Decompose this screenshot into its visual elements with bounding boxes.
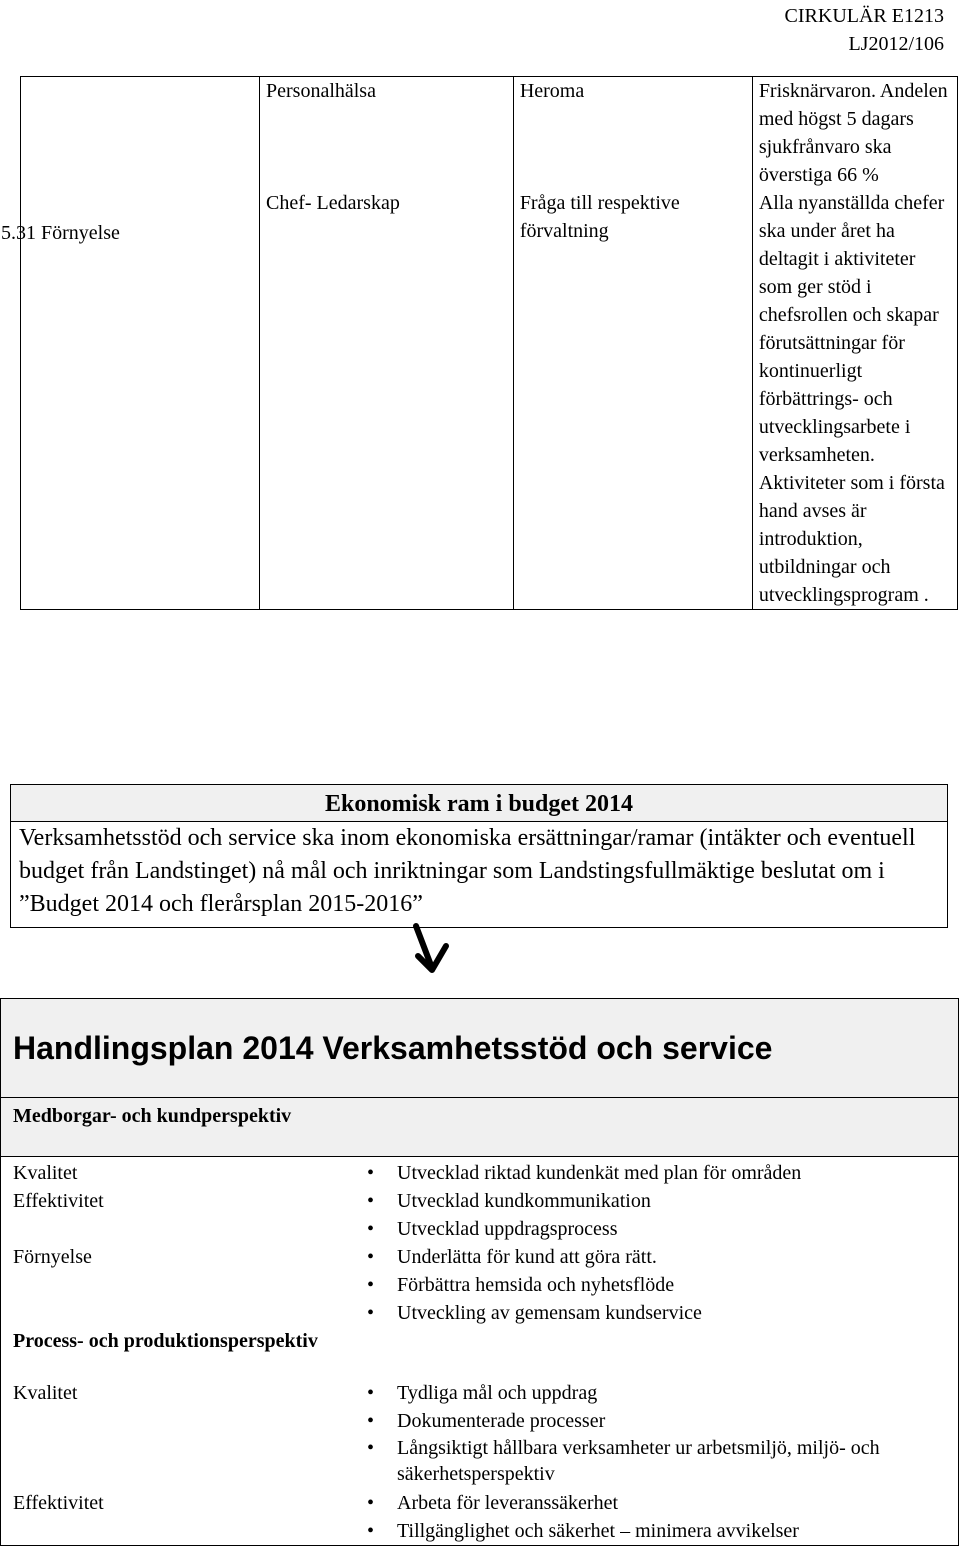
table-cell: Frisknärvaron. Andelen med högst 5 dagars sjukfrånvaro ska överstiga 66 % bbox=[752, 77, 957, 190]
budget-box bbox=[10, 784, 948, 928]
label-effektivitet: Effektivitet bbox=[13, 1190, 104, 1212]
section-title: Process- och produktionsperspektiv bbox=[13, 1330, 318, 1352]
section-title: Medborgar- och kundperspektiv bbox=[13, 1105, 292, 1127]
table-cell: Fråga till respektive förvaltning bbox=[513, 189, 752, 610]
label-fornyelse: Förnyelse bbox=[13, 1246, 92, 1268]
list-item: • Underlätta för kund att göra rätt. bbox=[397, 1243, 952, 1271]
plan-header bbox=[1, 999, 958, 1098]
goals-table bbox=[20, 76, 958, 610]
table-cell: Chef- Ledarskap bbox=[260, 189, 514, 610]
reference-number: LJ2012/106 bbox=[848, 33, 944, 55]
list-item: • Utvecklad uppdragsprocess bbox=[397, 1215, 952, 1243]
list-item: • Långsiktigt hållbara verksamheter ur arbetsmiljö, miljö- och säkerhetsperspektiv bbox=[397, 1435, 952, 1487]
circular-number: CIRKULÄR E1213 bbox=[784, 5, 944, 27]
plan-title: Handlingsplan 2014 Verksamhetsstöd och service bbox=[13, 1030, 773, 1066]
table-cell: Personalhälsa bbox=[260, 77, 514, 190]
budget-title: Ekonomisk ram i budget 2014 bbox=[11, 785, 947, 822]
document-header bbox=[785, 2, 944, 58]
section-header bbox=[1, 1098, 958, 1157]
table-cell bbox=[21, 77, 260, 190]
table-cell-empty bbox=[21, 189, 260, 610]
label-effektivitet: Effektivitet bbox=[13, 1492, 104, 1514]
section-label: 5.31 Förnyelse bbox=[1, 222, 120, 244]
down-arrow-icon bbox=[410, 922, 454, 976]
list-item: • Dokumenterade processer bbox=[397, 1407, 952, 1435]
action-plan bbox=[0, 998, 959, 1546]
label-kvalitet: Kvalitet bbox=[13, 1382, 78, 1404]
table-row bbox=[21, 77, 958, 190]
table-row bbox=[21, 189, 958, 610]
list-item: • Tillgänglighet och säkerhet – minimera avvikelser bbox=[397, 1517, 952, 1545]
list-item: • Förbättra hemsida och nyhetsflöde bbox=[397, 1271, 952, 1299]
list-item: • Utvecklad kundkommunikation bbox=[397, 1187, 952, 1215]
list-item: • Arbeta för leveranssäkerhet bbox=[397, 1489, 952, 1517]
budget-text: Verksamhetsstöd och service ska inom ekonomiska ersättningar/ramar (intäkter och eventuell budget från Landstinget) nå mål och inriktningar som Landstingsfullmäktige beslutat om i ”Budget 2014 och flerårsplan 2015-2016” bbox=[19, 825, 916, 917]
label-kvalitet: Kvalitet bbox=[13, 1162, 78, 1184]
list-item: • Utveckling av gemensam kundservice bbox=[397, 1299, 952, 1327]
list-item: • Tydliga mål och uppdrag bbox=[397, 1379, 952, 1407]
list-item: • Utvecklad riktad kundenkät med plan för områden bbox=[397, 1159, 952, 1187]
table-cell: Heroma bbox=[513, 77, 752, 190]
table-cell: Alla nyanställda chefer ska under året ha deltagit i aktiviteter som ger stöd i chefsrollen och skapar förutsättningar för kontinuerligt förbättrings- och utvecklingsarbete i verksamheten. Aktiviteter som i första hand avses är introduktion, utbildningar och utvecklingsprogram . bbox=[752, 189, 957, 610]
